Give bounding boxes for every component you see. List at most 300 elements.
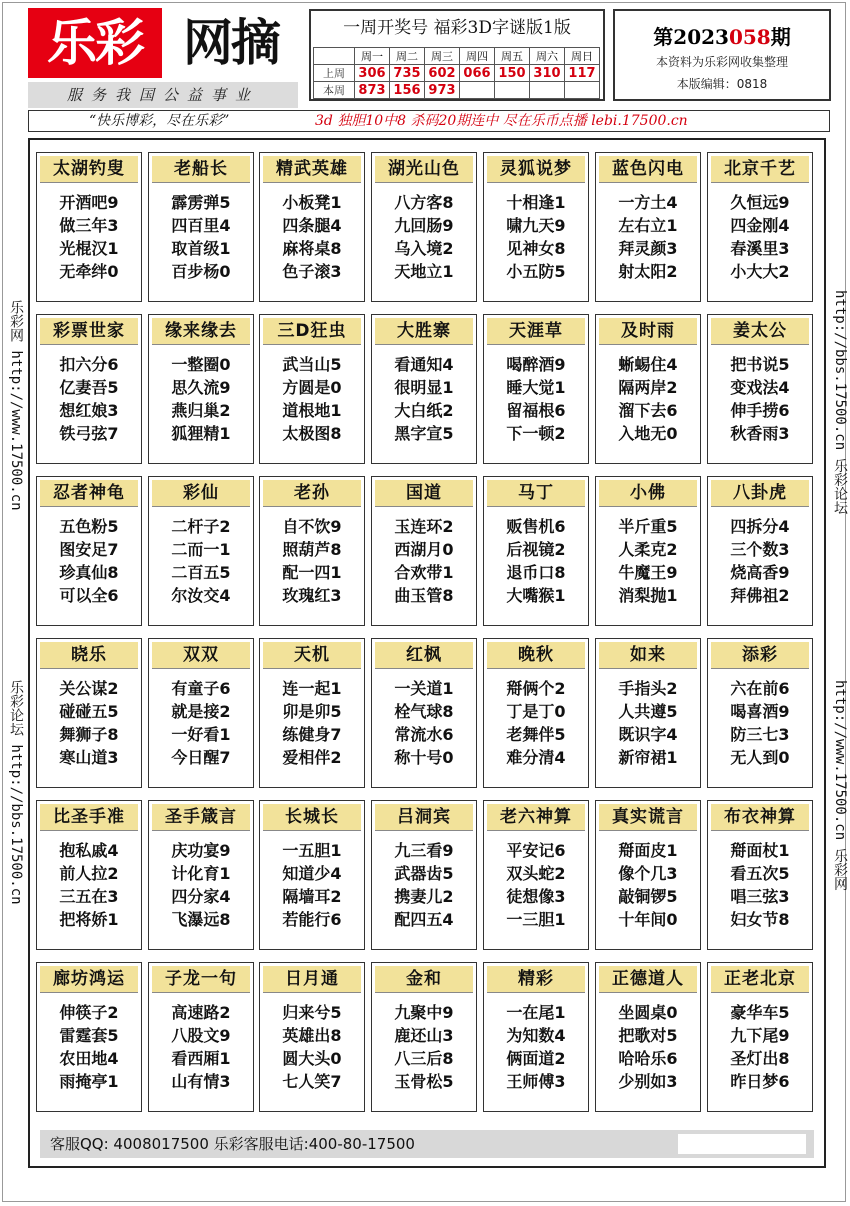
card-item: 变戏法4	[730, 378, 790, 397]
card-title: 正老北京	[711, 966, 809, 993]
card-item: 扣六分6	[59, 355, 119, 374]
card-item: 四金刚4	[730, 216, 790, 235]
card-items	[484, 515, 588, 607]
card-item: 八方客8	[394, 193, 454, 212]
weekly-draw-table	[313, 47, 600, 99]
card-item: 图安足7	[59, 540, 119, 559]
issue-editor: 本版编辑：0818	[676, 77, 768, 91]
card-item: 配一四1	[282, 563, 342, 582]
card-item: 哈哈乐6	[618, 1049, 678, 1068]
card-title: 正德道人	[599, 966, 697, 993]
card-item: 曲玉管8	[394, 586, 454, 605]
card-items	[260, 839, 364, 931]
card-items	[149, 191, 253, 283]
card-items	[149, 1001, 253, 1093]
card-item: 小五防5	[506, 262, 566, 281]
draw-number	[530, 82, 565, 99]
issue-number	[615, 21, 829, 50]
card-item: 防三七3	[730, 725, 790, 744]
riddle-card	[36, 314, 142, 464]
card-item: 英雄出8	[282, 1026, 342, 1045]
card-item: 想红娘3	[59, 401, 119, 420]
riddle-card	[371, 314, 477, 464]
card-item: 把歌对5	[618, 1026, 678, 1045]
card-items	[260, 677, 364, 769]
card-item: 山有情3	[171, 1072, 231, 1091]
card-title: 晓乐	[40, 642, 138, 669]
card-item: 后视镜2	[506, 540, 566, 559]
card-title: 缘来缘去	[152, 318, 250, 345]
card-item: 隔两岸2	[618, 378, 678, 397]
card-item: 秋香雨3	[730, 424, 790, 443]
card-item: 一好看1	[171, 725, 231, 744]
card-item: 搿面杖1	[730, 841, 790, 860]
card-item: 把将娇1	[59, 910, 119, 929]
card-items	[596, 191, 700, 283]
riddle-card	[36, 638, 142, 788]
card-item: 留福根6	[506, 401, 566, 420]
card-item: 四分家4	[171, 887, 231, 906]
card-items	[37, 353, 141, 445]
card-item: 四条腿4	[282, 216, 342, 235]
card-item: 拜佛祖2	[730, 586, 790, 605]
riddle-card	[259, 476, 365, 626]
card-item: 常流水6	[394, 725, 454, 744]
card-item: 左右立1	[618, 216, 678, 235]
riddle-card	[36, 476, 142, 626]
card-item: 可以全6	[59, 586, 119, 605]
riddle-card	[483, 476, 589, 626]
card-item: 携妻儿2	[394, 887, 454, 906]
card-title: 双双	[152, 642, 250, 669]
card-item: 燕归巢2	[171, 401, 231, 420]
card-items	[484, 677, 588, 769]
card-item: 既识字4	[618, 725, 678, 744]
card-item: 舞狮子8	[59, 725, 119, 744]
card-item: 烧高香9	[730, 563, 790, 582]
card-item: 老舞伴5	[506, 725, 566, 744]
issue-note: 本资料为乐彩网收集整理	[655, 55, 788, 69]
card-items	[484, 353, 588, 445]
card-item: 二杆子2	[171, 517, 231, 536]
card-item: 一方土4	[618, 193, 678, 212]
card-item: 双头蛇2	[506, 864, 566, 883]
card-title: 湖光山色	[375, 156, 473, 183]
card-item: 高速路2	[171, 1003, 231, 1022]
card-item: 俩面道2	[506, 1049, 566, 1068]
side-text-left-bottom: 乐彩论坛 http://bbs.17500.cn	[8, 680, 24, 905]
card-item: 十相逢1	[506, 193, 566, 212]
riddle-card	[483, 152, 589, 302]
card-item: 丁是丁0	[506, 702, 566, 721]
card-item: 珍真仙8	[59, 563, 119, 582]
card-item: 圣灯出8	[730, 1049, 790, 1068]
riddle-card	[36, 800, 142, 950]
card-title: 精彩	[487, 966, 585, 993]
card-item: 一关道1	[394, 679, 454, 698]
draw-corner	[314, 48, 355, 65]
card-item: 知道少4	[282, 864, 342, 883]
card-title: 精武英雄	[263, 156, 361, 183]
card-items	[596, 839, 700, 931]
card-title: 北京千艺	[711, 156, 809, 183]
card-title: 金和	[375, 966, 473, 993]
card-item: 配四五4	[394, 910, 454, 929]
riddle-card	[483, 314, 589, 464]
riddle-card	[595, 638, 701, 788]
card-item: 唱三弦3	[730, 887, 790, 906]
slogan-banner	[28, 110, 830, 132]
card-items	[596, 353, 700, 445]
card-item: 敲铜锣5	[618, 887, 678, 906]
card-item: 练健身7	[282, 725, 342, 744]
riddle-card	[148, 638, 254, 788]
card-title: 比圣手准	[40, 804, 138, 831]
card-item: 伸筷子2	[59, 1003, 119, 1022]
card-items	[596, 515, 700, 607]
logo	[28, 8, 298, 104]
card-item: 看通知4	[394, 355, 454, 374]
riddle-card	[371, 152, 477, 302]
card-title: 及时雨	[599, 318, 697, 345]
card-item: 玉骨松5	[394, 1072, 454, 1091]
card-title: 忍者神龟	[40, 480, 138, 507]
card-title: 如来	[599, 642, 697, 669]
riddle-card	[371, 638, 477, 788]
card-items	[484, 839, 588, 931]
card-items	[260, 353, 364, 445]
card-title: 天机	[263, 642, 361, 669]
card-item: 栓气球8	[394, 702, 454, 721]
card-items	[484, 1001, 588, 1093]
card-item: 人共遵5	[618, 702, 678, 721]
card-item: 归来兮5	[282, 1003, 342, 1022]
day-header: 周六	[530, 48, 565, 65]
card-item: 八股文9	[171, 1026, 231, 1045]
card-item: 小大大2	[730, 262, 790, 281]
card-item: 二而一1	[171, 540, 231, 559]
issue-num-red: 058	[728, 25, 771, 49]
card-item: 一在尾1	[506, 1003, 566, 1022]
draw-number: 735	[390, 65, 425, 82]
card-item: 溜下去6	[618, 401, 678, 420]
card-title: 蓝色闪电	[599, 156, 697, 183]
card-item: 霹雳弹5	[171, 193, 231, 212]
card-item: 天地立1	[394, 262, 454, 281]
draw-number: 602	[425, 65, 460, 82]
riddle-card	[148, 314, 254, 464]
card-title: 晚秋	[487, 642, 585, 669]
riddle-card	[36, 152, 142, 302]
card-item: 庆功宴9	[171, 841, 231, 860]
draw-number	[495, 82, 530, 99]
card-title: 天涯草	[487, 318, 585, 345]
card-item: 小板凳1	[282, 193, 342, 212]
card-item: 大嘴猴1	[506, 586, 566, 605]
card-item: 农田地4	[59, 1049, 119, 1068]
card-item: 大白纸2	[394, 401, 454, 420]
card-title: 太湖钓叟	[40, 156, 138, 183]
card-items	[596, 677, 700, 769]
card-title: 马丁	[487, 480, 585, 507]
card-items	[37, 1001, 141, 1093]
card-item: 三个数3	[730, 540, 790, 559]
riddle-card	[595, 800, 701, 950]
card-item: 五色粉5	[59, 517, 119, 536]
card-item: 人柔克2	[618, 540, 678, 559]
card-item: 看西厢1	[171, 1049, 231, 1068]
footer-bar	[40, 1130, 814, 1158]
card-item: 亿妻吾5	[59, 378, 119, 397]
card-title: 添彩	[711, 642, 809, 669]
card-item: 狐狸精1	[171, 424, 231, 443]
card-title: 姜太公	[711, 318, 809, 345]
card-item: 方圆是0	[282, 378, 342, 397]
footer-blank-box	[678, 1134, 806, 1154]
card-item: 王师傅3	[506, 1072, 566, 1091]
card-item: 三五在3	[59, 887, 119, 906]
riddle-card	[707, 476, 813, 626]
card-item: 退币口8	[506, 563, 566, 582]
card-item: 久恒远9	[730, 193, 790, 212]
card-item: 七人笑7	[282, 1072, 342, 1091]
riddle-card	[707, 962, 813, 1112]
card-item: 蜥蜴住4	[618, 355, 678, 374]
card-items	[260, 1001, 364, 1093]
riddle-grid	[28, 138, 826, 1168]
card-title: 八卦虎	[711, 480, 809, 507]
card-item: 平安记6	[506, 841, 566, 860]
card-item: 合欢带1	[394, 563, 454, 582]
card-item: 少别如3	[618, 1072, 678, 1091]
riddle-card	[595, 314, 701, 464]
card-item: 百步杨0	[171, 262, 231, 281]
card-title: 灵狐说梦	[487, 156, 585, 183]
card-item: 隔墙耳2	[282, 887, 342, 906]
card-item: 雷霆套5	[59, 1026, 119, 1045]
card-item: 伸手捞6	[730, 401, 790, 420]
card-item: 为知数4	[506, 1026, 566, 1045]
card-item: 一五胆1	[282, 841, 342, 860]
card-item: 一整圈0	[171, 355, 231, 374]
card-title: 布衣神算	[711, 804, 809, 831]
card-item: 难分清4	[506, 748, 566, 767]
card-item: 黑字宣5	[394, 424, 454, 443]
draw-row-last-week	[314, 65, 600, 82]
card-item: 见神女8	[506, 239, 566, 258]
card-item: 寒山道3	[59, 748, 119, 767]
card-items	[37, 839, 141, 931]
riddle-card	[595, 962, 701, 1112]
card-item: 一三胆1	[506, 910, 566, 929]
riddle-card	[371, 962, 477, 1112]
draw-number: 306	[355, 65, 390, 82]
card-item: 碰碰五5	[59, 702, 119, 721]
card-items	[372, 515, 476, 607]
card-title: 老船长	[152, 156, 250, 183]
card-items	[708, 191, 812, 283]
card-item: 坐圆桌0	[618, 1003, 678, 1022]
card-title: 红枫	[375, 642, 473, 669]
card-item: 半斤重5	[618, 517, 678, 536]
card-items	[372, 839, 476, 931]
card-item: 今日醒7	[171, 748, 231, 767]
card-items	[260, 515, 364, 607]
card-item: 做三年3	[59, 216, 119, 235]
card-item: 二百五5	[171, 563, 231, 582]
draw-row-label: 本周	[314, 82, 355, 99]
card-item: 玉连环2	[394, 517, 454, 536]
card-item: 九聚中9	[394, 1003, 454, 1022]
card-items	[260, 191, 364, 283]
riddle-card	[148, 476, 254, 626]
side-text-left-top: 乐彩网 http://www.17500.cn	[8, 300, 24, 511]
issue-prefix: 第2023	[653, 25, 729, 49]
card-title: 日月通	[263, 966, 361, 993]
card-title: 真实谎言	[599, 804, 697, 831]
card-item: 很明显1	[394, 378, 454, 397]
banner-slogan: “快乐博彩，尽在乐彩”	[89, 113, 230, 129]
riddle-card	[148, 152, 254, 302]
card-item: 喝醉酒9	[506, 355, 566, 374]
card-item: 武器齿5	[394, 864, 454, 883]
card-item: 圆大头0	[282, 1049, 342, 1068]
riddle-card	[259, 800, 365, 950]
card-items	[708, 839, 812, 931]
card-item: 把书说5	[730, 355, 790, 374]
draw-row-label: 上周	[314, 65, 355, 82]
logo-text-red: 乐彩	[28, 8, 162, 78]
card-item: 计化育1	[171, 864, 231, 883]
card-item: 昨日梦6	[730, 1072, 790, 1091]
draw-number: 310	[530, 65, 565, 82]
card-item: 色子滚3	[282, 262, 342, 281]
card-item: 取首级1	[171, 239, 231, 258]
riddle-card	[259, 152, 365, 302]
card-item: 妇女节8	[730, 910, 790, 929]
side-text-right-bottom: http://www.17500.cn 乐彩网	[832, 680, 848, 891]
card-title: 大胜寨	[375, 318, 473, 345]
card-item: 春溪里3	[730, 239, 790, 258]
card-items	[149, 515, 253, 607]
card-item: 手指头2	[618, 679, 678, 698]
card-item: 飞瀑远8	[171, 910, 231, 929]
logo-slogan: 服务我国公益事业	[28, 82, 298, 108]
card-item: 照葫芦8	[282, 540, 342, 559]
riddle-card	[371, 476, 477, 626]
card-title: 老孙	[263, 480, 361, 507]
card-item: 新帘裙1	[618, 748, 678, 767]
riddle-card	[595, 152, 701, 302]
riddle-card	[259, 638, 365, 788]
draw-number	[565, 82, 600, 99]
card-items	[37, 515, 141, 607]
card-item: 连一起1	[282, 679, 342, 698]
card-item: 乌入境2	[394, 239, 454, 258]
draw-number: 156	[390, 82, 425, 99]
day-header: 周四	[460, 48, 495, 65]
card-item: 豪华车5	[730, 1003, 790, 1022]
card-item: 搿面皮1	[618, 841, 678, 860]
card-item: 称十号0	[394, 748, 454, 767]
card-item: 西湖月0	[394, 540, 454, 559]
card-title: 圣手箴言	[152, 804, 250, 831]
card-item: 睡大觉1	[506, 378, 566, 397]
card-item: 拜灵颜3	[618, 239, 678, 258]
card-item: 六在前6	[730, 679, 790, 698]
issue-box	[613, 9, 831, 101]
day-header: 周日	[565, 48, 600, 65]
side-text-right-top: http://bbs.17500.cn 乐彩论坛	[832, 290, 848, 515]
draw-number: 150	[495, 65, 530, 82]
card-items	[708, 515, 812, 607]
card-item: 十年间0	[618, 910, 678, 929]
card-item: 无牵绊0	[59, 262, 119, 281]
footer-contact: 客服QQ: 4008017500 乐彩客服电话:400-80-17500	[50, 1135, 415, 1153]
card-items	[37, 191, 141, 283]
card-items	[596, 1001, 700, 1093]
card-item: 九回肠9	[394, 216, 454, 235]
card-item: 若能行6	[282, 910, 342, 929]
banner-promo[interactable]: 3d 独胆10中8 杀码20期连中 尽在乐币点播 lebi.17500.cn	[315, 113, 688, 129]
card-items	[372, 1001, 476, 1093]
riddle-card	[707, 314, 813, 464]
card-item: 徒想像3	[506, 887, 566, 906]
card-items	[708, 677, 812, 769]
day-header: 周一	[355, 48, 390, 65]
issue-suffix: 期	[770, 25, 791, 49]
riddle-card	[707, 638, 813, 788]
card-item: 道根地1	[282, 401, 342, 420]
card-item: 玫瑰红3	[282, 586, 342, 605]
draw-row-this-week	[314, 82, 600, 99]
card-items	[372, 353, 476, 445]
card-items	[149, 839, 253, 931]
card-items	[372, 677, 476, 769]
card-item: 关公谋2	[59, 679, 119, 698]
riddle-card	[148, 800, 254, 950]
day-header: 周三	[425, 48, 460, 65]
riddle-card	[483, 962, 589, 1112]
draw-number	[460, 82, 495, 99]
card-title: 彩票世家	[40, 318, 138, 345]
card-item: 九下尾9	[730, 1026, 790, 1045]
riddle-card	[483, 800, 589, 950]
card-item: 无人到0	[730, 748, 790, 767]
card-items	[708, 1001, 812, 1093]
weekly-draw-title: 一周开奖号 福彩3D字谜版1版	[343, 18, 571, 38]
card-item: 铁弓弦7	[59, 424, 119, 443]
logo-text-black: 网摘	[164, 8, 298, 78]
card-item: 看五次5	[730, 864, 790, 883]
card-item: 武当山5	[282, 355, 342, 374]
day-header: 周二	[390, 48, 425, 65]
card-title: 小佛	[599, 480, 697, 507]
card-item: 消梨抛1	[618, 586, 678, 605]
card-item: 有童子6	[171, 679, 231, 698]
card-title: 廊坊鸿运	[40, 966, 138, 993]
card-title: 吕洞宾	[375, 804, 473, 831]
card-item: 抱私戚4	[59, 841, 119, 860]
logo-mark	[28, 8, 298, 78]
riddle-card	[36, 962, 142, 1112]
card-item: 前人拉2	[59, 864, 119, 883]
card-item: 搿俩个2	[506, 679, 566, 698]
card-item: 就是接2	[171, 702, 231, 721]
draw-number: 873	[355, 82, 390, 99]
riddle-card	[371, 800, 477, 950]
draw-number: 973	[425, 82, 460, 99]
